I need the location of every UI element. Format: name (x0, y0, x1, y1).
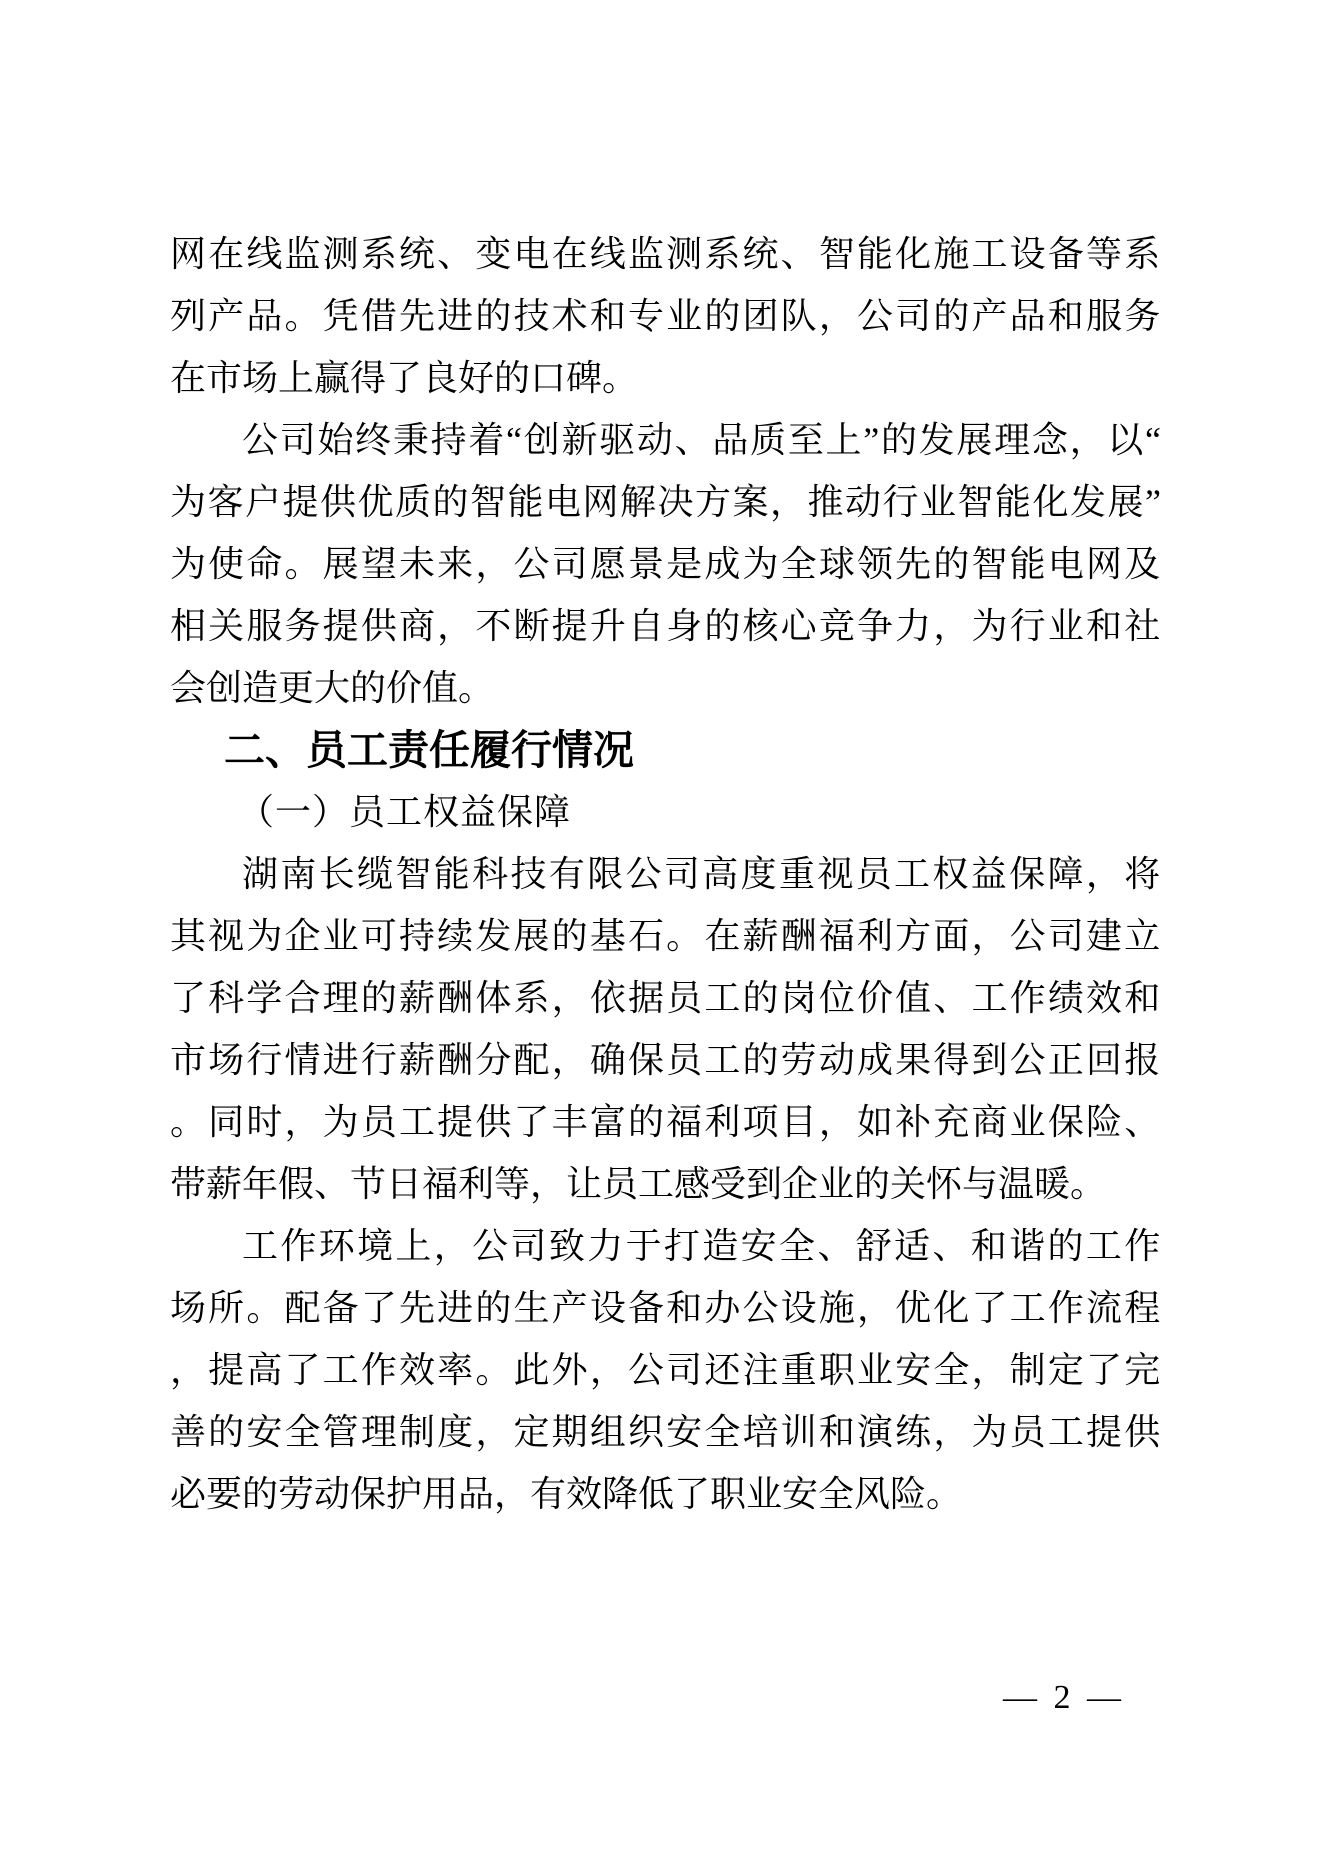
body-line: 。同时，为员工提供了丰富的福利项目，如补充商业保险、 (170, 1102, 1160, 1142)
body-line: 在市场上赢得了良好的口碑。 (170, 358, 639, 398)
body-line: 必要的劳动保护用品，有效降低了职业安全风险。 (170, 1474, 963, 1514)
body-line: 相关服务提供商，不断提升自身的核心竞争力，为行业和社 (170, 606, 1160, 646)
body-line: 会创造更大的价值。 (170, 668, 495, 708)
body-line: 网在线监测系统、变电在线监测系统、智能化施工设备等系 (170, 234, 1160, 274)
body-line: 为客户提供优质的智能电网解决方案，推动行业智能化发展” (170, 482, 1160, 522)
subsection-heading: （一）员工权益保障 (238, 792, 572, 832)
body-line: 带薪年假、节日福利等，让员工感受到企业的关怀与温暖。 (170, 1164, 1107, 1204)
body-line: 工作环境上，公司致力于打造安全、舒适、和谐的工作 (242, 1226, 1160, 1266)
paragraph-work-environment (170, 1215, 1160, 1525)
paragraph-employee-rights (170, 843, 1160, 1215)
body-line: 善的安全管理制度，定期组织安全培训和演练，为员工提供 (170, 1412, 1160, 1452)
document-body (170, 223, 1160, 1525)
paragraph-intro (170, 223, 1160, 409)
body-line: 公司始终秉持着“创新驱动、品质至上”的发展理念，以“ (242, 420, 1160, 460)
body-line: 市场行情进行薪酬分配，确保员工的劳动成果得到公正回报 (170, 1040, 1160, 1080)
body-line: 了科学合理的薪酬体系，依据员工的岗位价值、工作绩效和 (170, 978, 1160, 1018)
body-line: 为使命。展望未来，公司愿景是成为全球领先的智能电网及 (170, 544, 1160, 584)
body-line: 湖南长缆智能科技有限公司高度重视员工权益保障，将 (242, 854, 1160, 894)
page-number: — 2 — (1003, 1679, 1125, 1716)
body-line: 场所。配备了先进的生产设备和办公设施，优化了工作流程 (170, 1288, 1160, 1328)
body-line: 其视为企业可持续发展的基石。在薪酬福利方面，公司建立 (170, 916, 1160, 956)
body-line: 列产品。凭借先进的技术和专业的团队，公司的产品和服务 (170, 296, 1160, 336)
body-line: ，提高了工作效率。此外，公司还注重职业安全，制定了完 (170, 1350, 1160, 1390)
paragraph-vision (170, 409, 1160, 719)
page-footer (1003, 1678, 1125, 1718)
section-heading: 二、员工责任履行情况 (224, 727, 634, 773)
